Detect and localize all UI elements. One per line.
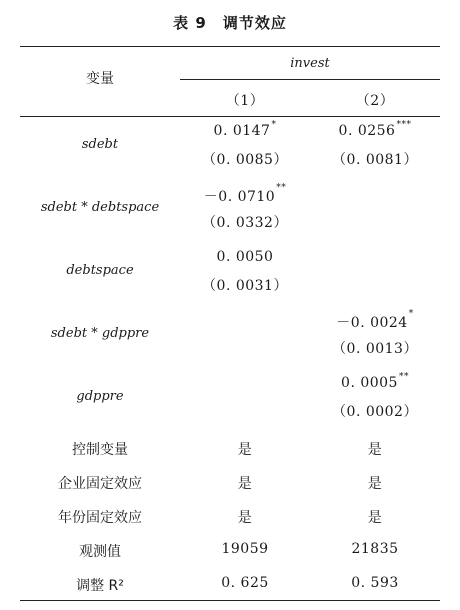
- coefficient-value: [310, 120, 440, 139]
- variable-name: sdebt * gdppre: [50, 326, 150, 341]
- significance-stars: ***: [396, 120, 412, 130]
- statistic-value: 0. 593: [351, 575, 399, 591]
- standard-error: （0. 0081）: [332, 152, 418, 168]
- top-rule: [20, 46, 440, 47]
- significance-stars: **: [398, 372, 409, 382]
- header-rule: [20, 116, 440, 117]
- variable-name: sdebt: [81, 137, 119, 152]
- statistic-value: 是: [367, 476, 383, 492]
- significance-stars: *: [271, 120, 277, 130]
- statistic-label: 调整 R²: [76, 578, 124, 594]
- coefficient-number: 0. 0256: [338, 123, 396, 139]
- statistic-value: 21835: [351, 541, 399, 557]
- standard-error: （0. 0031）: [202, 278, 288, 294]
- coefficient-number: 0. 0050: [216, 249, 274, 265]
- coefficient-number: －0. 0024: [336, 315, 408, 331]
- standard-error: （0. 0013）: [332, 341, 418, 357]
- coefficient-number: 0. 0147: [213, 123, 271, 139]
- standard-error: （0. 0002）: [332, 404, 418, 420]
- dependent-variable-label: invest: [290, 56, 330, 71]
- column-header-1: （1）: [225, 93, 265, 109]
- standard-error: （0. 0085）: [202, 152, 288, 168]
- table-caption: 表 9 调节效应: [173, 14, 287, 32]
- variable-name: gdppre: [76, 389, 124, 404]
- statistic-value: 0. 625: [221, 575, 269, 591]
- coefficient-number: －0. 0710: [203, 189, 276, 205]
- statistic-value: 是: [237, 510, 253, 526]
- statistic-value: 是: [367, 510, 383, 526]
- coefficient-value: [310, 372, 440, 391]
- column-header-2: （2）: [355, 93, 395, 109]
- statistic-label: 企业固定效应: [58, 476, 142, 492]
- significance-stars: *: [408, 309, 414, 319]
- statistic-value: 是: [367, 442, 383, 458]
- statistic-value: 是: [237, 442, 253, 458]
- statistic-label: 控制变量: [72, 442, 128, 458]
- standard-error: （0. 0332）: [202, 215, 288, 231]
- coefficient-value: [180, 249, 310, 265]
- significance-stars: **: [276, 183, 287, 193]
- statistic-value: 19059: [221, 541, 269, 557]
- coefficient-number: 0. 0005: [341, 375, 398, 391]
- variable-name: sdebt * debtspace: [40, 200, 160, 215]
- statistic-value: 是: [237, 476, 253, 492]
- coefficient-value: [180, 183, 310, 206]
- statistic-label: 观测值: [79, 544, 121, 560]
- coefficient-value: [310, 309, 440, 332]
- variable-name: debtspace: [66, 263, 134, 278]
- bottom-rule: [20, 600, 440, 601]
- coefficient-value: [180, 120, 310, 139]
- statistic-label: 年份固定效应: [58, 510, 142, 526]
- stub-header: 变量: [86, 71, 114, 87]
- header-subrule: [180, 79, 440, 80]
